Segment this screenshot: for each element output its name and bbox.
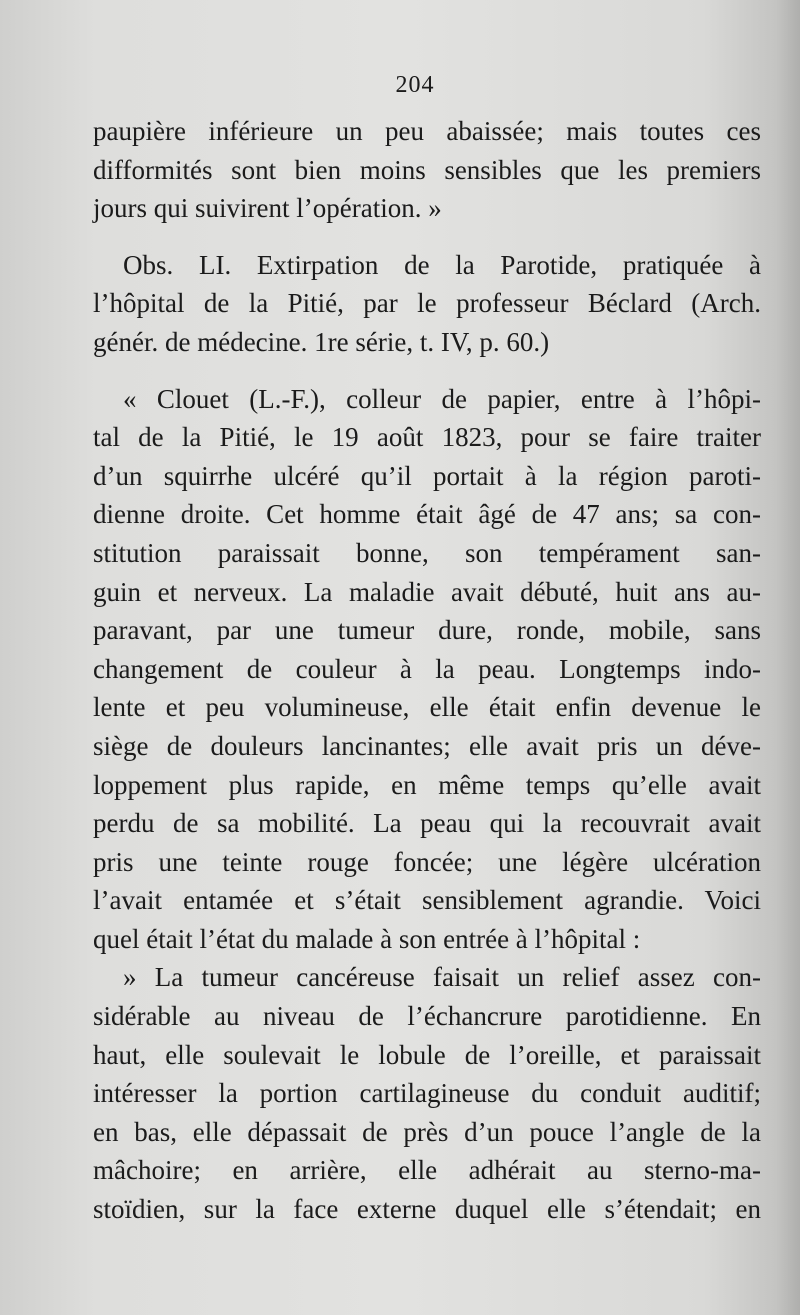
text-line: « Clouet (L.-F.), colleur de papier, entre à l’hôpi- [123, 383, 761, 414]
text-line: paravant, par une tumeur dure, ronde, mobile, sans [93, 615, 761, 646]
text-line: mâchoire; en arrière, elle adhérait au sterno-ma- [93, 1155, 761, 1186]
text-line: quel était l’état du malade à son entrée à l’hôpital : [93, 923, 641, 954]
text-line: en bas, elle dépassait de près d’un pouce l’angle de la [93, 1116, 761, 1147]
text-line: sidérable au niveau de l’échancrure parotidienne. En [93, 1001, 761, 1032]
text-line: guin et nerveux. La maladie avait débuté, huit ans au- [93, 576, 761, 607]
text-line: siège de douleurs lancinantes; elle avait pris un déve- [93, 730, 761, 761]
text-line: intéresser la portion cartilagineuse du conduit auditif; [93, 1078, 761, 1109]
text-line: stitution paraissait bonne, son tempérament san- [93, 537, 761, 568]
text-line: stoïdien, sur la face externe duquel elle s’étendait; en [93, 1194, 761, 1225]
text-line: changement de couleur à la peau. Longtemps indo- [93, 653, 761, 684]
text-line: tal de la Pitié, le 19 août 1823, pour se faire traiter [93, 422, 761, 453]
text-line: lente et peu volumineuse, elle était enfin devenue le [93, 692, 761, 723]
text-line: difformités sont bien moins sensibles que les premiers [93, 154, 761, 185]
observation-heading: l’hôpital de la Pitié, par le professeur Béclard (Arch. [93, 288, 761, 319]
observation-heading: génér. de médecine. 1re série, t. IV, p. 60.) [93, 326, 550, 357]
text-line: loppement plus rapide, en même temps qu’elle avait [93, 769, 761, 800]
text-line: haut, elle soulevait le lobule de l’oreille, et paraissait [93, 1039, 761, 1070]
text-line: pris une teinte rouge foncée; une légère ulcération [93, 846, 761, 877]
text-line: l’avait entamée et s’était sensiblement agrandie. Voici [93, 885, 761, 916]
text-line: » La tumeur cancéreuse faisait un relief assez con- [123, 962, 761, 993]
text-line: jours qui suivirent l’opération. » [93, 193, 442, 224]
text-line: paupière inférieure un peu abaissée; mais toutes ces [93, 116, 761, 146]
text-line: perdu de sa mobilité. La peau qui la recouvrait avait [93, 808, 761, 839]
page-number: 204 [395, 72, 435, 98]
text-line: d’un squirrhe ulcéré qu’il portait à la région paroti- [93, 460, 761, 491]
text-line: dienne droite. Cet homme était âgé de 47 ans; sa con- [93, 499, 761, 530]
observation-heading: Obs. LI. Extirpation de la Parotide, pratiquée à [123, 249, 761, 280]
body-text [93, 112, 761, 1229]
